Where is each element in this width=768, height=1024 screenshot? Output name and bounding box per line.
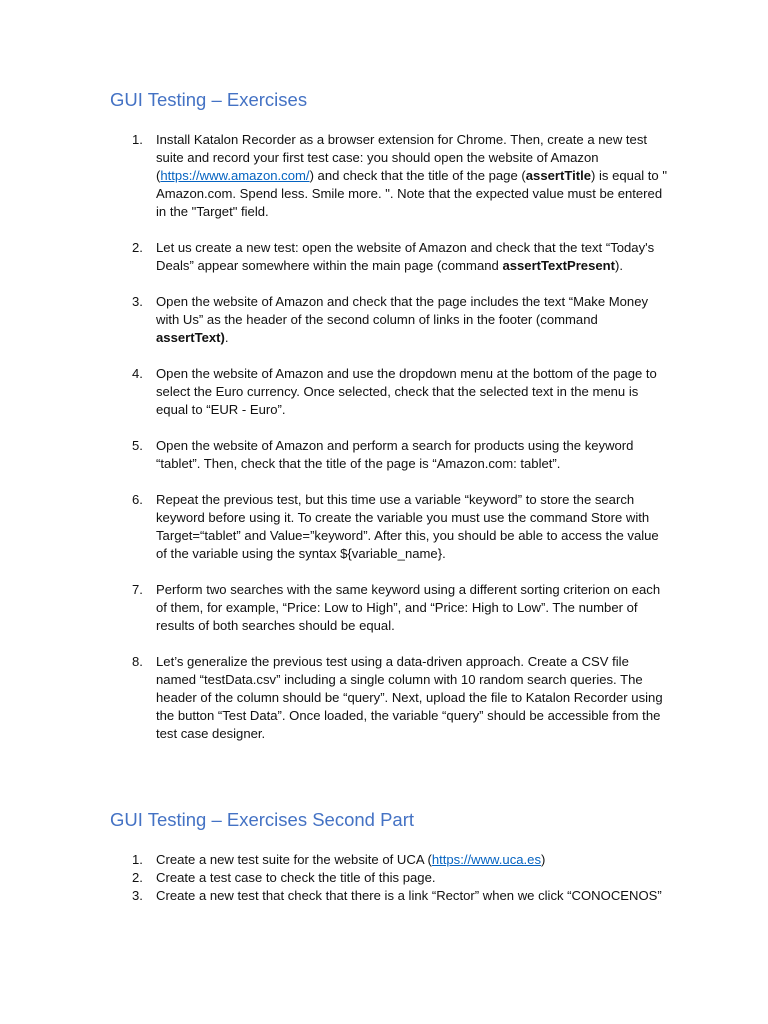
item-text: ). bbox=[615, 258, 624, 273]
hyperlink[interactable]: https://www.uca.es bbox=[431, 852, 541, 867]
list-item bbox=[132, 581, 668, 635]
item-text: Perform two searches with the same keyword using a different sorting criterion on each of them, for example, “Price: Low to High”, and “Price: High to Low”. The number of results of both searches should be equal. bbox=[156, 582, 661, 633]
list-item bbox=[132, 437, 668, 473]
item-text: Open the website of Amazon and check that the page includes the text “Make Money with Us” as the header of the second column of links in the footer (command bbox=[156, 294, 649, 327]
item-text: . bbox=[224, 330, 229, 345]
command-name: assertText) bbox=[156, 330, 225, 345]
list-item-number: 1. bbox=[132, 852, 143, 867]
item-text: Create a new test that check that there is a link “Rector” when we click “CONOCENOS” bbox=[156, 888, 662, 903]
item-text: ) bbox=[541, 852, 546, 867]
item-text: Install Katalon Recorder as a browser extension for Chrome. Then, create a new test suite and record your first test case: you should open the website of Amazon ( bbox=[156, 132, 648, 183]
list-item-number: 8. bbox=[132, 654, 143, 669]
list-item bbox=[132, 887, 668, 905]
list-item-number: 2. bbox=[132, 240, 143, 255]
list-item bbox=[132, 131, 668, 221]
command-name: assertTextPresent bbox=[502, 258, 616, 273]
list-item bbox=[132, 365, 668, 419]
list-item bbox=[132, 293, 668, 347]
item-text: Open the website of Amazon and use the dropdown menu at the bottom of the page to select the Euro currency. Once selected, check that the selected text in the menu is equal to “EUR - Euro”. bbox=[156, 366, 657, 417]
list-item-number: 2. bbox=[132, 870, 143, 885]
item-text: Create a test case to check the title of this page. bbox=[156, 870, 436, 885]
list-item-number: 4. bbox=[132, 366, 143, 381]
item-text: ) is equal to " Amazon.com. Spend less. Smile more. ". Note that the expected value must be entered in the "Target" field. bbox=[156, 168, 667, 219]
exercise-list bbox=[132, 131, 668, 761]
item-text: Repeat the previous test, but this time use a variable “keyword” to store the search keyword before using it. To create the variable you must use the command Store with Target=“tablet” and Value=”keyword”. After this, you should be able to access the value of the variable using the syntax ${variable_name}. bbox=[156, 492, 659, 561]
list-item bbox=[132, 239, 668, 275]
list-item-number: 5. bbox=[132, 438, 143, 453]
exercise-list-second-part bbox=[132, 851, 668, 905]
list-item-number: 3. bbox=[132, 294, 143, 309]
item-text: Create a new test suite for the website of UCA ( bbox=[156, 852, 432, 867]
section-heading-exercises: GUI Testing – Exercises bbox=[110, 89, 308, 110]
item-text: ) and check that the title of the page ( bbox=[309, 168, 526, 183]
hyperlink[interactable]: https://www.amazon.com/ bbox=[160, 168, 310, 183]
item-text: Open the website of Amazon and perform a search for products using the keyword “tablet”. Then, check that the title of the page is “Amazon.com: tablet”. bbox=[156, 438, 634, 471]
list-item-number: 1. bbox=[132, 132, 143, 147]
list-item-number: 7. bbox=[132, 582, 143, 597]
section-heading-exercises-second-part: GUI Testing – Exercises Second Part bbox=[110, 809, 415, 830]
list-item bbox=[132, 491, 668, 563]
list-item-number: 6. bbox=[132, 492, 143, 507]
item-text: Let’s generalize the previous test using a data-driven approach. Create a CSV file named “testData.csv” including a single column with 10 random search queries. The header of the column should be “query”. Next, upload the file to Katalon Recorder using the button “Test Data”. Once loaded, the variable “query” should be accessible from the test case designer. bbox=[156, 654, 663, 741]
item-text: Let us create a new test: open the website of Amazon and check that the text “Today's Deals” appear somewhere within the main page (command bbox=[156, 240, 655, 273]
list-item bbox=[132, 869, 668, 887]
list-item bbox=[132, 851, 668, 869]
command-name: assertTitle bbox=[525, 168, 592, 183]
list-item-number: 3. bbox=[132, 888, 143, 903]
list-item bbox=[132, 653, 668, 743]
